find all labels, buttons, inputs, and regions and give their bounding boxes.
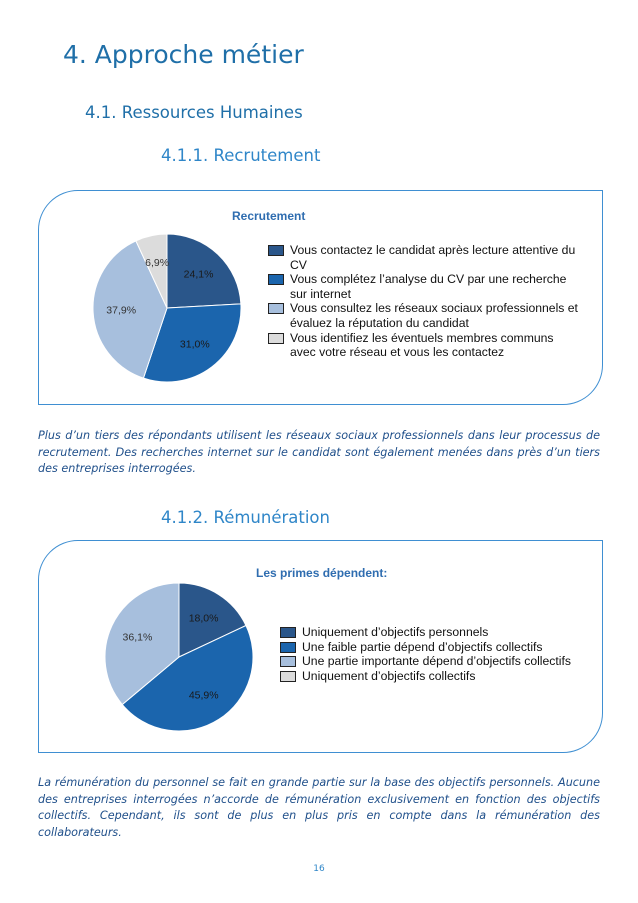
subsection-heading: 4.1. Ressources Humaines xyxy=(85,103,303,122)
legend-swatch xyxy=(280,656,296,667)
legend-item xyxy=(280,640,580,655)
legend-item xyxy=(280,625,580,640)
legend-label: Uniquement d’objectifs personnels xyxy=(302,625,489,639)
pie-slice-label-4: 6,9% xyxy=(145,257,170,270)
page-number: 16 xyxy=(313,864,325,874)
recrutement-chart-title: Recrutement xyxy=(232,209,306,223)
legend-label: Vous complétez l’analyse du CV par une recherche sur internet xyxy=(290,272,567,301)
legend-swatch xyxy=(280,627,296,638)
legend-label: Vous consultez les réseaux sociaux professionnels et évaluez la réputation du candidat xyxy=(290,301,578,330)
remuneration-heading: 4.1.2. Rémunération xyxy=(161,508,330,527)
legend-swatch xyxy=(268,245,284,256)
legend-label: Une faible partie dépend d’objectifs collectifs xyxy=(302,639,543,654)
legend-swatch xyxy=(268,303,284,314)
legend-label: Uniquement d’objectifs collectifs xyxy=(302,668,476,683)
recrutement-legend xyxy=(268,243,578,360)
legend-swatch xyxy=(280,671,296,682)
legend-label: Vous contactez le candidat après lecture attentive du CV xyxy=(290,243,576,272)
pie-slice-label-3: 37,9% xyxy=(106,304,137,317)
legend-item xyxy=(280,669,580,684)
legend-label: Une partie importante dépend d’objectifs collectifs xyxy=(302,654,571,669)
remuneration-commentary: La rémunération du personnel se fait en grande partie sur la base des objectifs personnels. Aucune des entreprises interrogées n’accorde de rémunération exclusivement en fonction des objectifs collectifs. Cependant, ils sont de plus en plus pris en compte dans la rémunération des collaborateurs. xyxy=(38,776,600,839)
legend-swatch xyxy=(268,274,284,285)
legend-item xyxy=(268,301,578,330)
legend-item xyxy=(268,243,578,272)
pie-slice-label-2: 45,9% xyxy=(188,689,219,702)
legend-swatch xyxy=(280,642,296,653)
recrutement-pie-chart xyxy=(85,228,250,388)
pie-slice-label-3: 36,1% xyxy=(122,631,153,644)
remuneration-legend xyxy=(280,625,580,683)
recrutement-commentary: Plus d’un tiers des répondants utilisent les réseaux sociaux professionnels dans leur processus de recrutement. Des recherches internet sur le candidat sont également menées dans près d’un tiers des entreprises interrogées. xyxy=(38,429,600,476)
pie-slice-label-1: 24,1% xyxy=(183,268,214,281)
recrutement-heading: 4.1.1. Recrutement xyxy=(161,146,321,165)
legend-item xyxy=(268,272,578,301)
legend-item xyxy=(268,331,578,360)
legend-swatch xyxy=(268,333,284,344)
legend-item xyxy=(280,654,580,669)
legend-label: Vous identifiez les éventuels membres communs avec votre réseau et vous les contactez xyxy=(290,330,554,360)
remuneration-chart-title: Les primes dépendent: xyxy=(256,566,388,580)
pie-slice-label-2: 31,0% xyxy=(179,338,210,351)
section-heading: 4. Approche métier xyxy=(63,40,304,69)
pie-slice-label-1: 18,0% xyxy=(188,612,219,625)
remuneration-pie-chart xyxy=(97,577,262,737)
